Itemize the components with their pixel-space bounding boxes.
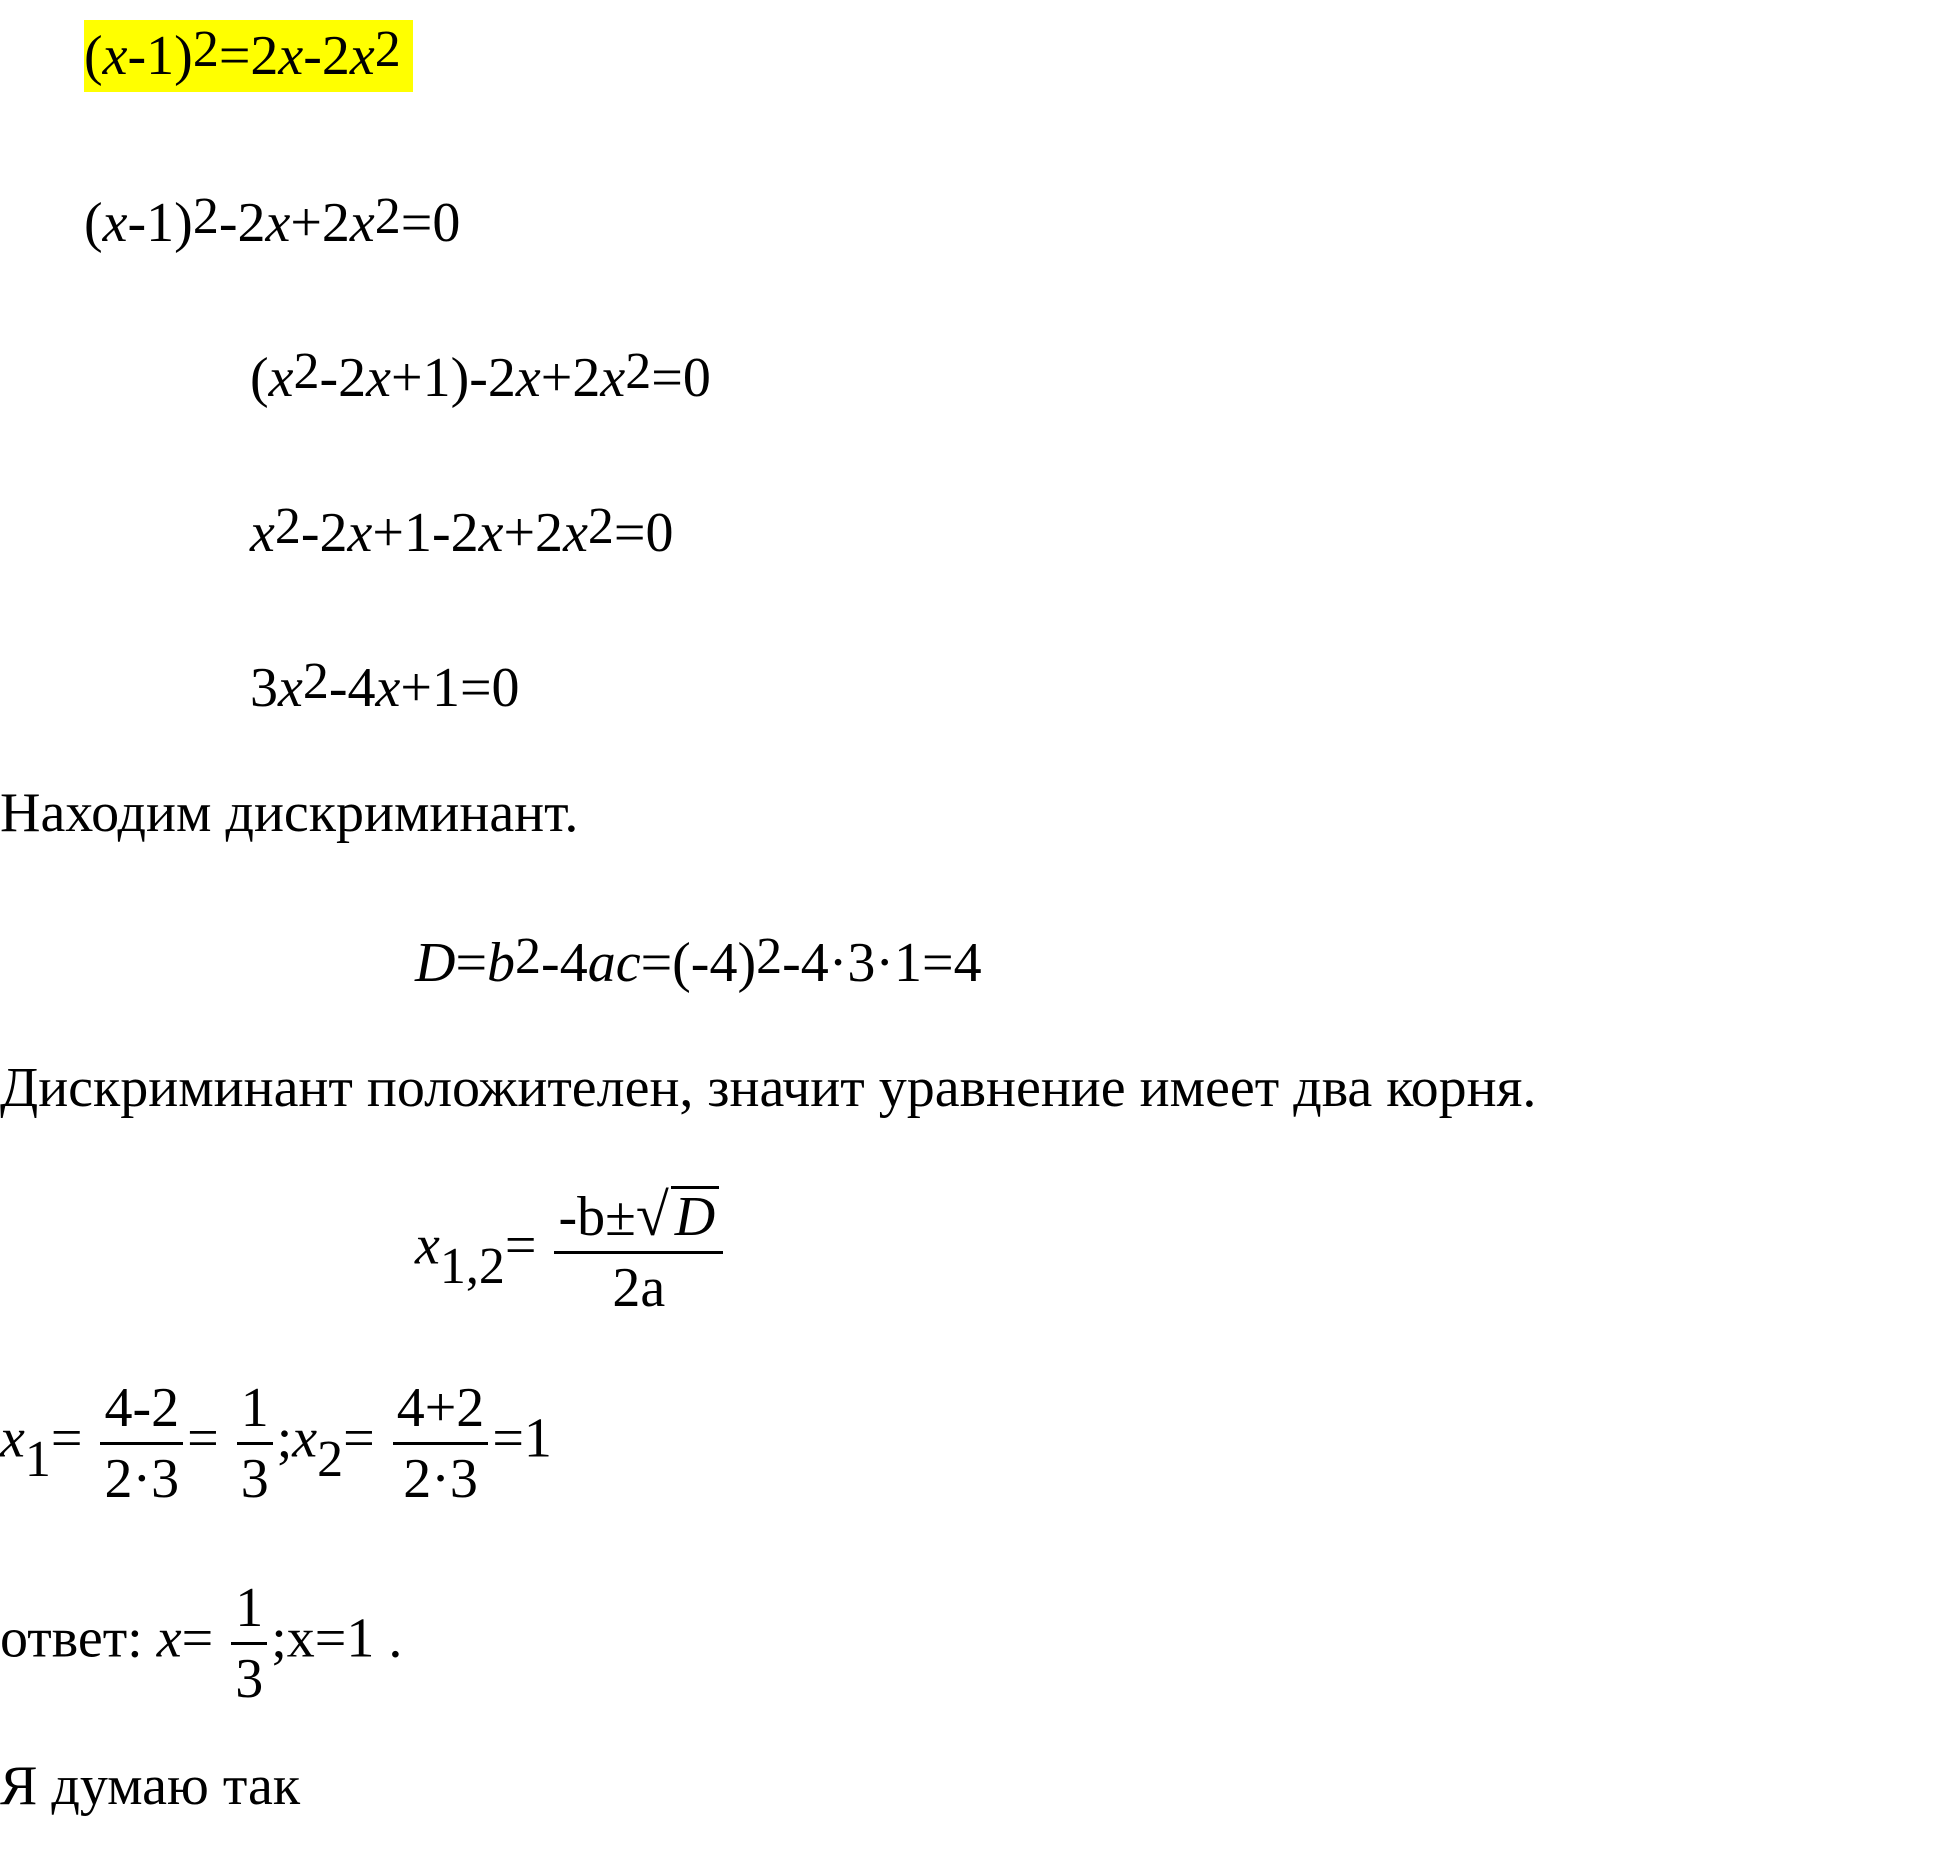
answer-line: ответ: x= $\frac{1}{3}$ ;x=1 .: [0, 1577, 403, 1710]
x1-result-numerator: 1: [237, 1380, 273, 1445]
x2-fraction: [393, 1377, 489, 1510]
equation-step-5: $3x^2-4x+1=0$: [250, 653, 520, 719]
x1-result-fraction: [237, 1377, 273, 1510]
roots-numerator: -b±: [558, 1186, 636, 1248]
text-closing: Я думаю так: [0, 1755, 301, 1817]
x2-result: =1: [492, 1407, 552, 1470]
discriminant-formula: $D=b^2-4ac=(-4)^2-4\cdot 3\cdot 1=4$: [415, 928, 982, 994]
text-discriminant-positive: Дискриминант положителен, значит уравнение имеет два корня.: [0, 1057, 1537, 1119]
equation-step-2: $(x-1)^2-2x+2x^2=0$: [84, 188, 461, 254]
roots-variable: x: [415, 1214, 440, 1277]
answer-label: ответ:: [0, 1607, 143, 1670]
equation-step-3: $(x^2-2x+1)-2x+2x^2=0$: [250, 343, 711, 409]
roots-denominator: 2a: [612, 1257, 666, 1319]
text-find-discriminant: Находим дискриминант.: [0, 782, 579, 844]
x1-result-denominator: 3: [240, 1448, 269, 1510]
roots-calculation: $x_1=$ $\frac{4-2}{2\cdot 3}$ = $\frac{1}{3}$ $;x_2=$ $\frac{4+2}{2\cdot 3}$ =1: [0, 1377, 552, 1510]
equation-original: $(x-1)^2=2x-2x^2$: [84, 20, 413, 92]
equation-step-4: $x^2-2x+1-2x+2x^2=0$: [250, 498, 674, 564]
roots-formula: $x_{1,2}=$ $\frac{-b\pm√ D}{2a}$: [415, 1185, 727, 1316]
x2-numerator: 4+2: [393, 1380, 489, 1445]
answer-fraction: [231, 1577, 267, 1710]
sqrt-icon: √: [635, 1182, 669, 1248]
answer-tail: ;x=1 .: [271, 1607, 403, 1670]
x1-numerator: 4-2: [100, 1380, 183, 1445]
sqrt-argument: D: [674, 1186, 716, 1248]
x1-denominator: 2·3: [104, 1448, 180, 1510]
answer-denominator: 3: [235, 1648, 264, 1710]
x2-denominator: 2·3: [403, 1448, 478, 1510]
roots-fraction: [554, 1182, 723, 1319]
roots-subscript: 1,2: [439, 1238, 505, 1296]
answer-numerator: 1: [231, 1580, 267, 1645]
x1-fraction: [100, 1377, 183, 1510]
